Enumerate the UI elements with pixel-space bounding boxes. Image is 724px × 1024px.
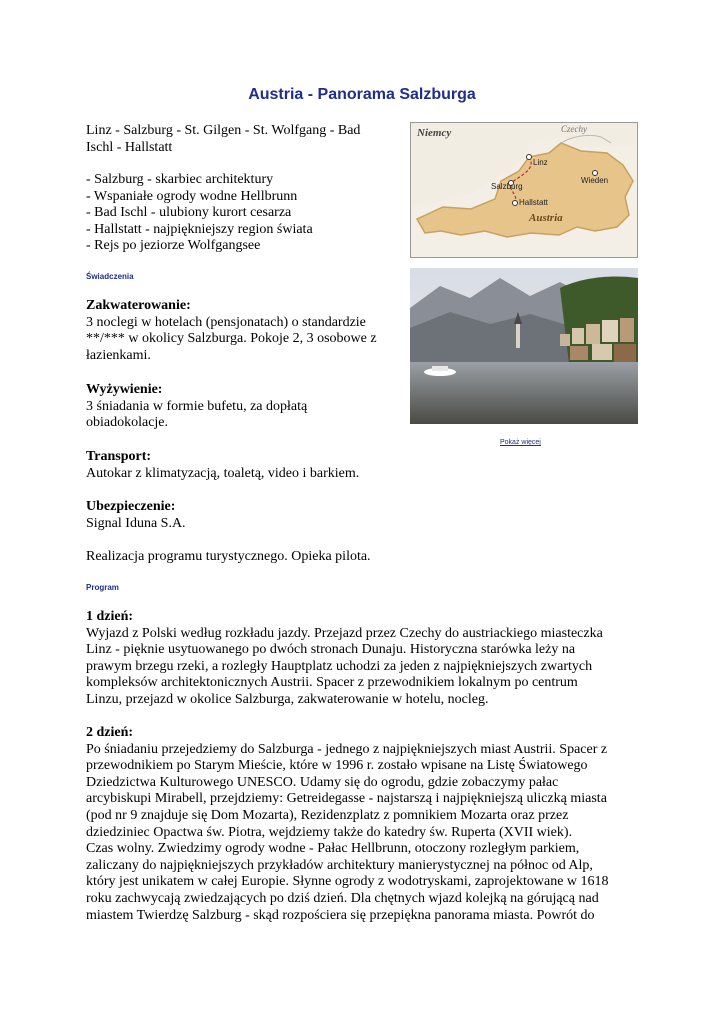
map-label: Czechy bbox=[561, 124, 587, 134]
map-label: Wieden bbox=[581, 176, 609, 185]
day-line: dziedziniec Opactwa św. Piotra, wejdziemy także do katedry św. Ruperta (XVII wiek). bbox=[86, 824, 573, 840]
day-line: roku zachwycają zwiedzających po dziś dzień. Dla chętnych wjazd kolejką na górującą nad bbox=[86, 890, 599, 906]
day-line: arcybiskupi Mirabell, przejdziemy: Getreidegasse - najstarszą i najpiękniejszą uliczką miasta bbox=[86, 791, 607, 807]
day2-section bbox=[86, 725, 609, 924]
route-line: Linz - Salzburg - St. Gilgen - St. Wolfgang - Bad bbox=[86, 123, 361, 138]
hallstatt-photo-image bbox=[410, 268, 638, 424]
day-line: zaliczany do najpiękniejszych przykładów architektury manierystycznej na północ od Alp, bbox=[86, 857, 593, 873]
services-heading: Świadczenia bbox=[86, 272, 134, 281]
day-line: Linzu, przejazd w okolice Salzburga, zakwaterowanie w hotelu, nocleg. bbox=[86, 691, 489, 707]
day-line: Po śniadaniu przejedziemy do Salzburga - jednego z najpiękniejszych miast Austrii. Spacer z bbox=[86, 741, 608, 757]
list-item: - Rejs po jeziorze Wolfgangsee bbox=[86, 238, 261, 254]
day1-section bbox=[86, 609, 603, 709]
austria-map-image bbox=[411, 123, 637, 257]
day-line: kompleksów architektonicznych Austrii. Spacer z przewodnikiem lokalnym po centrum bbox=[86, 675, 578, 691]
page-title: Austria - Panorama Salzburga bbox=[248, 86, 476, 103]
program-heading: Program bbox=[86, 583, 119, 592]
section-heading: Transport: bbox=[86, 449, 152, 464]
meals-section bbox=[86, 382, 307, 432]
transport-section bbox=[86, 449, 359, 482]
section-heading: Ubezpieczenie: bbox=[86, 499, 176, 514]
list-item: - Salzburg - skarbiec architektury bbox=[86, 172, 274, 187]
day-line: prawym brzegu rzeki, a rozległy Hauptplatz uchodzi za jeden z najpiękniejszych zwartych bbox=[86, 658, 593, 674]
map-label: Hallstatt bbox=[519, 198, 548, 207]
section-line: łazienkami. bbox=[86, 347, 151, 363]
route-line: Ischl - Hallstatt bbox=[86, 139, 173, 155]
section-line: obiadokolacje. bbox=[86, 415, 169, 431]
section-line: Autokar z klimatyzacją, toaletą, video i barkiem. bbox=[86, 465, 360, 481]
map-label: Niemcy bbox=[417, 127, 452, 139]
show-more-link[interactable]: Pokaż więcej bbox=[500, 439, 541, 446]
day-line: (pod nr 9 znajduje się Dom Mozarta), Rezidenzplatz z pomnikiem Mozarta oraz przez bbox=[86, 807, 569, 823]
austria-map bbox=[410, 122, 638, 258]
section-line: 3 noclegi w hotelach (pensjonatach) o standardzie bbox=[86, 314, 366, 330]
route bbox=[86, 123, 360, 156]
section-heading: Wyżywienie: bbox=[86, 382, 163, 397]
list-item: - Wspaniałe ogrody wodne Hellbrunn bbox=[86, 188, 298, 204]
section-heading: Zakwaterowanie: bbox=[86, 298, 191, 313]
day-line: Dziedzictwa Kulturowego UNESCO. Udamy się do ogrodu, gdzie zobaczymy pałac bbox=[86, 774, 559, 790]
day-line: miastem Twierdzę Salzburg - skąd rozpościera się przepiękna panorama miasta. Powrót do bbox=[86, 907, 595, 923]
section-line: 3 śniadania w formie bufetu, za dopłatą bbox=[86, 398, 308, 414]
insurance-section bbox=[86, 499, 186, 532]
day-line: Wyjazd z Polski według rozkładu jazdy. Przejazd przez Czechy do austriackiego miasteczka bbox=[86, 625, 603, 641]
day-heading: 2 dzień: bbox=[86, 725, 134, 740]
map-label: Austria bbox=[529, 212, 563, 224]
highlights-list bbox=[86, 172, 313, 255]
accommodation-section bbox=[86, 298, 377, 364]
day-line: Linz - pięknie usytuowanego po dwóch stronach Dunaju. Historyczna starówka leży na bbox=[86, 642, 576, 658]
map-label: Salzburg bbox=[491, 182, 523, 191]
day-line: przewodnikiem po Starym Mieście, które w 1996 r. zostało wpisane na Listę Światowego bbox=[86, 758, 588, 774]
section-line: **/*** w okolicy Salzburga. Pokoje 2, 3 osobowe z bbox=[86, 331, 377, 347]
day-line: Czas wolny. Zwiedzimy ogrody wodne - Pałac Hellbrunn, otoczony rozległym parkiem, bbox=[86, 841, 580, 857]
section-line: Signal Iduna S.A. bbox=[86, 515, 186, 531]
map-label: Linz bbox=[533, 158, 548, 167]
day-line: który jest unikatem w całej Europie. Słynne ogrody z wodotryskami, zaprojektowane w 1618 bbox=[86, 874, 609, 890]
day-heading: 1 dzień: bbox=[86, 609, 134, 624]
realization-text: Realizacja programu turystycznego. Opieka pilota. bbox=[86, 549, 371, 564]
list-item: - Hallstatt - najpiękniejszy region świata bbox=[86, 221, 313, 237]
list-item: - Bad Ischl - ulubiony kurort cesarza bbox=[86, 205, 292, 221]
hallstatt-photo bbox=[410, 268, 638, 424]
